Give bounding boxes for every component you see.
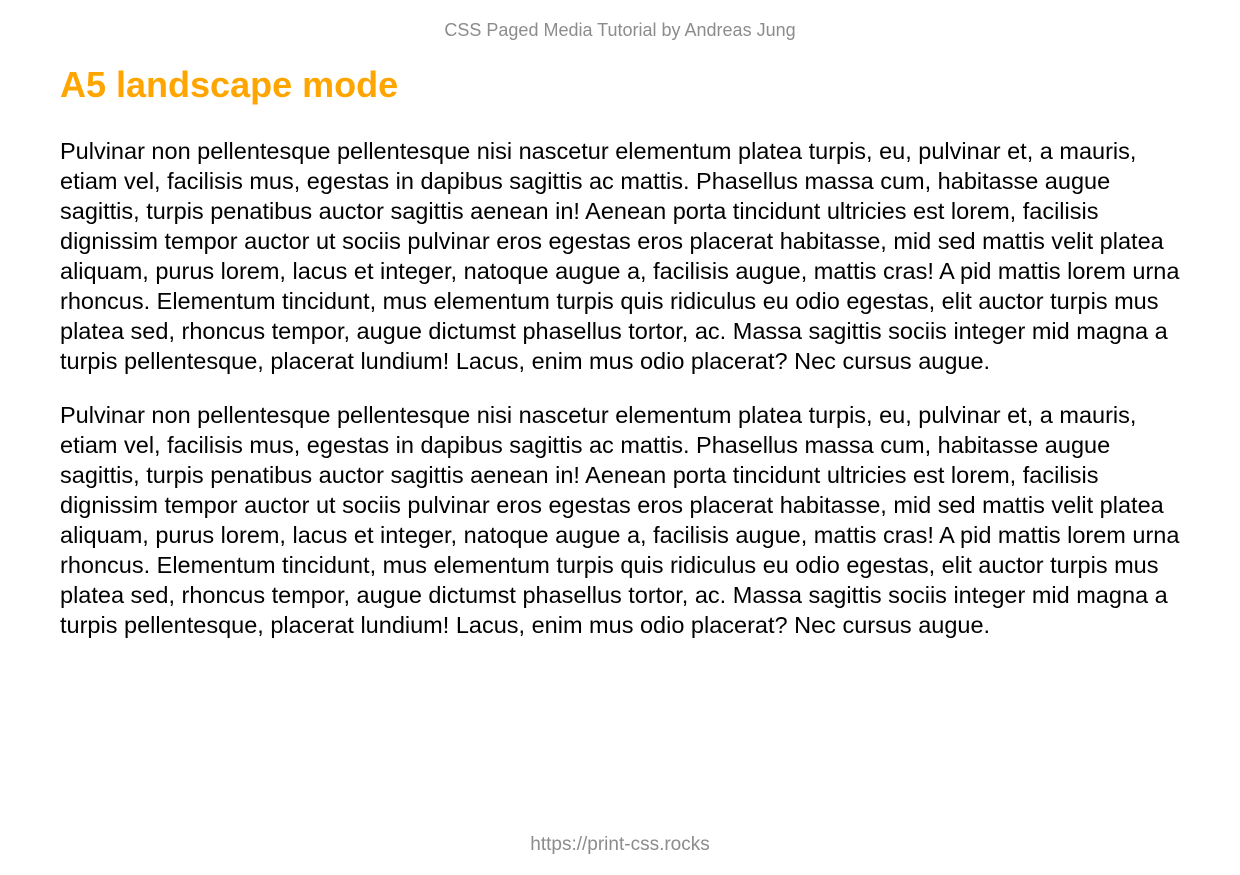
page-title: A5 landscape mode xyxy=(60,64,399,105)
running-footer-url: https://print-css.rocks xyxy=(530,834,710,855)
body-paragraph: Pulvinar non pellentesque pellentesque nisi nascetur elementum platea turpis, eu, pulvinar et, a mauris, etiam vel, facilisis mus, egestas in dapibus sagittis ac mattis. Phasellus massa cum, habitasse augue sagittis, turpis penatibus auctor sagittis aenean in! Aenean porta tincidunt ultricies est lorem, facilisis dignissim tempor auctor ut sociis pulvinar eros egestas eros placerat habitasse, mid sed mattis velit platea aliquam, purus lorem, lacus et integer, natoque augue a, facilisis augue, mattis cras! A pid mattis lorem urna rhoncus. Elementum tincidunt, mus elementum turpis quis ridiculus eu odio egestas, elit auctor turpis mus platea sed, rhoncus tempor, augue dictumst phasellus tortor, ac. Massa sagittis sociis integer mid magna a turpis pellentesque, placerat lundium! Lacus, enim mus odio placerat? Nec cursus augue. xyxy=(60,138,1180,374)
main-content xyxy=(60,62,1185,640)
running-header: CSS Paged Media Tutorial by Andreas Jung xyxy=(444,20,796,40)
body-paragraph: Pulvinar non pellentesque pellentesque nisi nascetur elementum platea turpis, eu, pulvinar et, a mauris, etiam vel, facilisis mus, egestas in dapibus sagittis ac mattis. Phasellus massa cum, habitasse augue sagittis, turpis penatibus auctor sagittis aenean in! Aenean porta tincidunt ultricies est lorem, facilisis dignissim tempor auctor ut sociis pulvinar eros egestas eros placerat habitasse, mid sed mattis velit platea aliquam, purus lorem, lacus et integer, natoque augue a, facilisis augue, mattis cras! A pid mattis lorem urna rhoncus. Elementum tincidunt, mus elementum turpis quis ridiculus eu odio egestas, elit auctor turpis mus platea sed, rhoncus tempor, augue dictumst phasellus tortor, ac. Massa sagittis sociis integer mid magna a turpis pellentesque, placerat lundium! Lacus, enim mus odio placerat? Nec cursus augue. xyxy=(60,402,1180,638)
